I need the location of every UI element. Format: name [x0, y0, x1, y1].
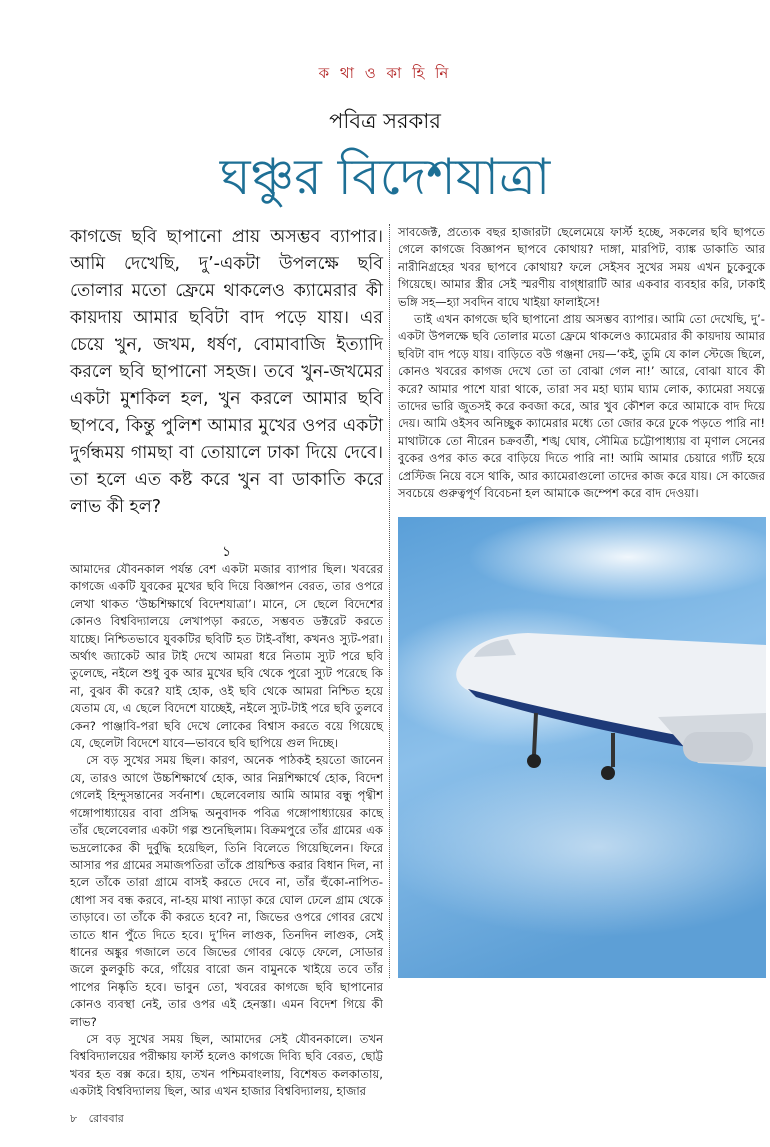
- body-column-left: [70, 561, 383, 1101]
- section-number: ১: [221, 544, 232, 560]
- cloud: [398, 757, 766, 937]
- author-name: পবিত্র সরকার: [329, 109, 441, 133]
- body-column-right: [398, 224, 765, 503]
- page-footer: [70, 1111, 383, 1127]
- article-columns: [0, 224, 770, 1147]
- paragraph: সে বড় সুখের সময় ছিল, আমাদের সেই যৌবনকালে। তখন বিশ্ববিদ্যালয়ের পরীক্ষায় ফার্স্ট হলেও কাগজে দিব্যি ছবি বেরত, ছোট্ট খবর হত বক্স করে। হায়, তখন পশ্চিমবাংলায়, বিশেষত কলকাতায়, একটাই বিশ্ববিদ্যালয় ছিল, আর এখন হাজার বিশ্ববিদ্যালয়, হাজার: [70, 1031, 383, 1099]
- column-right: [389, 224, 765, 978]
- publication-name: রোববার: [88, 1111, 124, 1125]
- column-left: [70, 224, 383, 1127]
- article-header: [0, 0, 770, 212]
- intro-paragraph: কাগজে ছবি ছাপানো প্রায় অসম্ভব ব্যাপার। আমি দেখেছি, দু’-একটা উপলক্ষে ছবি তোলার মতো ফ্রেমে থাকলেও ক্যামেরার কী কায়দায় আমার ছবিটা বাদ পড়ে যায়। এর চেয়ে খুন, জখম, ধর্ষণ, বোমাবাজি ইত্যাদি করলে ছবি ছাপানো সহজ। তবে খুন-জখমের একটা মুশকিল হল, খুন করলে আমার ছবি ছাপবে, কিন্তু পুলিশ আমার মুখের ওপর একটা দুর্গন্ধময় গামছা বা তোয়ালে ঢাকা দিয়ে দেবে। তা হলে এত কষ্ট করে খুন বা ডাকাতি করে লাভ কী হল?: [70, 227, 383, 517]
- paragraph: আমাদের যৌবনকাল পর্যন্ত বেশ একটা মজার ব্যাপার ছিল। খবরের কাগজে একটি যুবকের মুখের ছবি দিয়ে বিজ্ঞাপন বেরত, তার ওপরে লেখা থাকত ‘উচ্চশিক্ষার্থে বিদেশযাত্রা’। মানে, সে ছেলে বিদেশের কোনও বিশ্ববিদ্যালয়ে লেখাপড়া করতে, সম্ভবত ডক্টরেট করতে যাচ্ছে। নিশ্চিতভাবে যুবকটির ছবিটি হত টাই-বাঁধা, কখনও স্যুট-পরা। অর্থাৎ জ্যাকেট আর টাই দেখে আমরা ধরে নিতাম স্যুট পরে ছবি তুলেছে, নইলে শুধু বুক আর মুখের ছবি থেকে পুরো স্যুট পরেছে কি না, বুঝব কী করে? যাই হোক, ওই ছবি থেকে আমরা নিশ্চিত হয়ে যেতাম যে, এ ছেলে বিদেশে যাচ্ছেই, নইলে স্যুট-টাই পরে ছবি তুলবে কেন? পাঞ্জাবি-পরা ছবি দেখে লোকের বিশ্বাস করতে বয়ে গিয়েছে যে, ছেলেটা বিদেশে যাবে—ভাববে ছবি ছাপিয়ে গুল দিচ্ছে।: [70, 562, 383, 751]
- paragraph: সে বড় সুখের সময় ছিল। কারণ, অনেক পাঠকই হয়তো জানেন যে, তারও আগে উচ্চশিক্ষার্থে হোক, আর নিম্নশিক্ষার্থে হোক, বিদেশ গেলেই হিন্দুসন্তানের সর্বনাশ। ছেলেবেলায় আমি আমার বন্ধু পৃথ্বীশ গঙ্গোপাধ্যায়ের বাবা প্রসিদ্ধ অনুবাদক পবিত্র গঙ্গোপাধ্যায়ের কাছে তাঁর ছেলেবেলার একটা গল্প শুনেছিলাম। বিক্রমপুরে তাঁর গ্রামের এক ভদ্রলোকের কী দুর্বুদ্ধি হয়েছিল, তিনি বিলেতে গিয়েছিলেন। ফিরে আসার পর গ্রামের সমাজপতিরা তাঁকে প্রায়শ্চিত্ত করার বিধান দিল, না হলে তাঁকে তারা গ্রামে বাসই করতে দেবে না, তাঁর হুঁকো-নাপিত-ধোপা সব বন্ধ করবে, না-হয় মাথা ন্যাড়া করে ঘোল ঢেলে গ্রাম থেকে তাড়াবে। তা তাঁকে কী করতে হবে? না, জিভের ওপরে গোবর রেখে তাতে ধান পুঁতে দিতে হবে। দু’দিন লাগুক, তিনদিন লাগুক, সেই ধানের অঙ্কুর গজালে তবে জিভের গোবর ঝেড়ে ফেলে, সোডার জলে কুলকুচি করে, গাঁয়ের বারো জন বামুনকে খাইয়ে তবে তাঁর পাপের নিষ্কৃতি হবে। ভাবুন তো, খবরের কাগজে ছবি ছাপানোর কোনও ব্যবস্থা নেই, তার ওপর এই হেনস্তা। এমন বিদেশ গিয়ে কী লাভ?: [70, 753, 383, 1029]
- paragraph: সাবজেক্ট, প্রত্যেক বছর হাজারটা ছেলেমেয়ে ফার্স্ট হচ্ছে, সকলের ছবি ছাপতে গেলে কাগজে বিজ্ঞাপন ছাপবে কোথায়? দাঙ্গা, মারপিট, ব্যাঙ্ক ডাকাতি আর নারীনিগ্রহের খবর ছাপবে কোথায়? ফলে সেইসব সুখের সময় এখন চুকেবুকে গিয়েছে। আমার স্ত্রীর সেই স্মরণীয় বাগ্‌ধারাটি আর একবার ব্যবহার করি, ঢাকাই ভঙ্গি সহ—হ্যা সবদিন বাঘে খাইয়া ফালাইসে!: [398, 225, 765, 309]
- airplane-image: [398, 517, 766, 978]
- article-title: ঘঞ্চুর বিদেশযাত্রা: [219, 148, 551, 206]
- paragraph: তাই এখন কাগজে ছবি ছাপানো প্রায় অসম্ভব ব্যাপার। আমি তো দেখেছি, দু’-একটা উপলক্ষে ছবি তোলার মতো ফ্রেমে থাকলেও ক্যামেরার কী কায়দায় আমার ছবিটা বাদ পড়ে যায়। বাড়িতে বউ গঞ্জনা দেয়—‘কই, তুমি যে কাল স্টেজে ছিলে, কোনও খবরের কাগজ দেখে তো তা বোঝা গেল না!’ আরে, বোঝা যাবে কী করে? আমার পাশে যারা থাকে, তারা সব মহা ঘ্যাম ঘ্যাম লোক, ক্যামেরা সযত্নে তাদের ভারি জুতসই করে কবজা করে, আর খুব কৌশল করে আমাকে বাদ দিয়ে দেয়। আমি ওইসব অনিচ্ছুক ক্যামেরার মধ্যে তো জোর করে ঢুকে পড়তে পারি না! মাথাটাকে তো নীরেন চক্রবর্তী, শঙ্খ ঘোষ, সৌমিত্র চট্টোপাধ্যায় বা মৃণাল সেনের বুকের ওপর কাত করে বাড়িয়ে দিতে পারি না! আমি আমার চেয়ারে গ্যাঁট হয়ে প্রেস্টিজ নিয়ে বসে থাকি, আর ক্যামেরাগুলো তাদের কাজ করে যায়। সে কাজের সবচেয়ে গুরুত্বপূর্ণ বিবেচনা হল আমাকে জম্পেশ করে বাদ দেওয়া।: [398, 312, 765, 501]
- section-label: ক থা ও কা হি নি: [318, 64, 452, 82]
- airplane-photo: [398, 517, 766, 978]
- page-number: ৮: [70, 1111, 78, 1125]
